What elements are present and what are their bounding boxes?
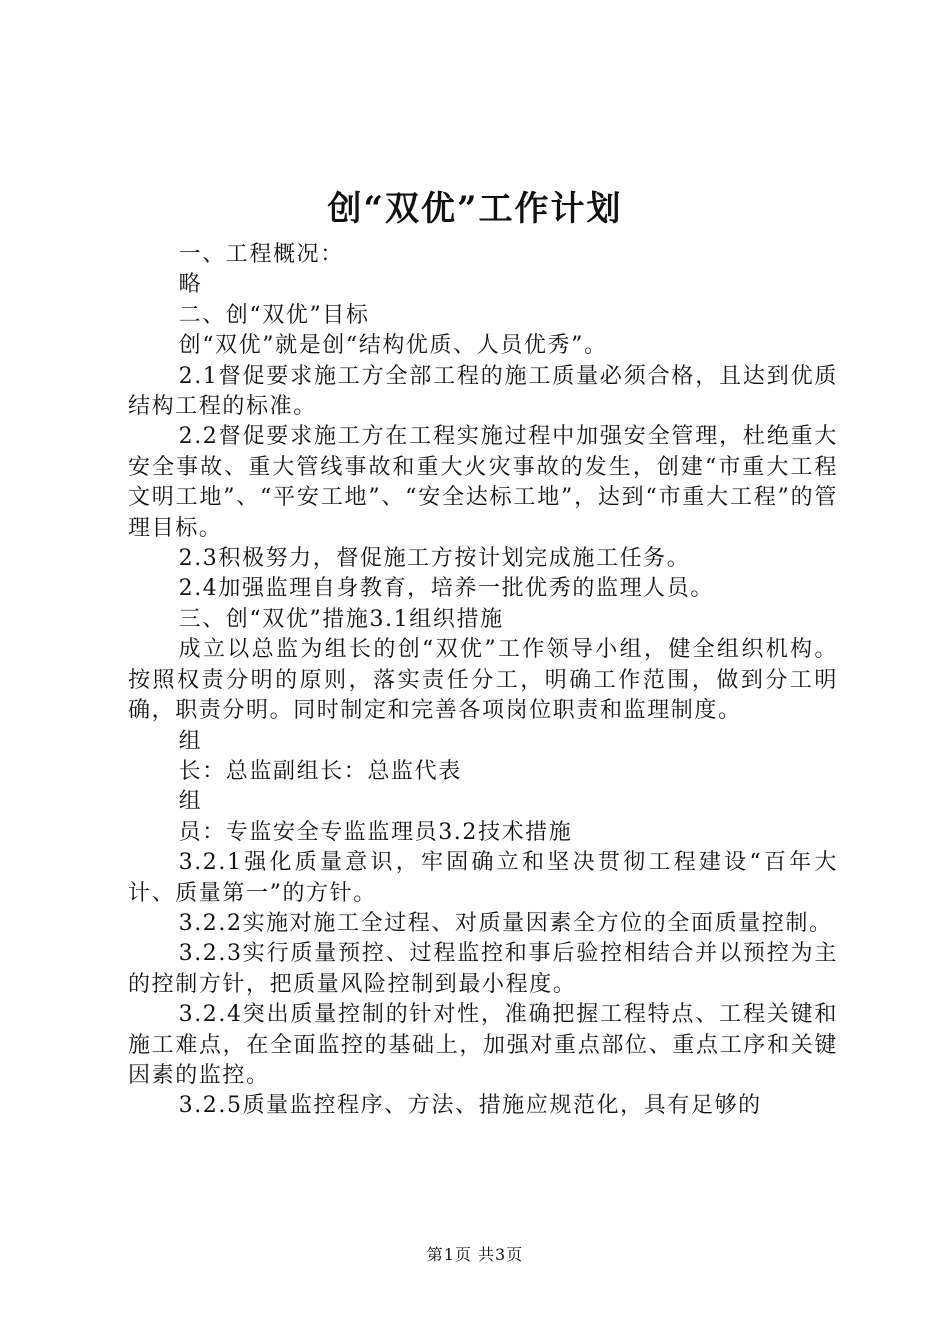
paragraph-group-2: 组 (178, 789, 203, 815)
paragraph-section-2-heading: 二、创“双优”目标 (178, 302, 370, 328)
paragraph-3-2-1: 3.2.1强化质量意识，牢固确立和坚决贯彻工程建设“百年大计、质量第一”的方针。 (128, 850, 838, 906)
paragraph-omitted: 略 (178, 272, 203, 298)
paragraph-definition: 创“双优”就是创“结构优质、人员优秀”。 (178, 333, 608, 359)
paragraph-group-1: 组 (178, 728, 203, 754)
document-body (128, 240, 838, 1122)
paragraph-members: 员：专监安全专监监理员3.2技术措施 (178, 819, 573, 845)
paragraph-3-2-4: 3.2.4突出质量控制的针对性，准确把握工程特点、工程关键和施工难点，在全面监控的基础上，加强对重点部位、重点工序和关键因素的监控。 (128, 1002, 838, 1088)
paragraph-3-2-2: 3.2.2实施对施工全过程、对质量因素全方位的全面质量控制。 (178, 910, 833, 936)
paragraph-2-1: 2.1督促要求施工方全部工程的施工质量必须合格，且达到优质结构工程的标准。 (128, 363, 838, 420)
paragraph-section-1-heading: 一、工程概况： (178, 242, 344, 267)
paragraph-3-2-5: 3.2.5质量监控程序、方法、措施应规范化，具有足够的 (178, 1093, 762, 1119)
paragraph-leaders: 长：总监副组长：总监代表 (178, 758, 462, 784)
paragraph-2-3: 2.3积极努力，督促施工方按计划完成施工任务。 (178, 546, 691, 572)
paragraph-section-3-heading: 三、创“双优”措施3.1组织措施 (178, 606, 504, 632)
paragraph-3-2-3: 3.2.3实行质量预控、过程监控和事后验控相结合并以预控为主的控制方针，把质量风险控制到最小程度。 (128, 941, 838, 997)
paragraph-organization: 成立以总监为组长的创“双优”工作领导小组，健全组织机构。按照权责分明的原则，落实责任分工，明确工作范围，做到分工明确，职责分明。同时制定和完善各项岗位职责和监理制度。 (128, 637, 838, 724)
paragraph-2-4: 2.4加强监理自身教育，培养一批优秀的监理人员。 (178, 576, 714, 602)
paragraph-2-2: 2.2督促要求施工方在工程实施过程中加强安全管理，杜绝重大安全事故、重大管线事故和重大火灾事故的发生，创建“市重大工程文明工地”、“平安工地”、“安全达标工地”，达到“市重大工程”的管理目标。 (128, 424, 838, 541)
page-footer: 第1页 共3页 (426, 1245, 524, 1264)
document-title: 创“双优”工作计划 (327, 189, 623, 229)
